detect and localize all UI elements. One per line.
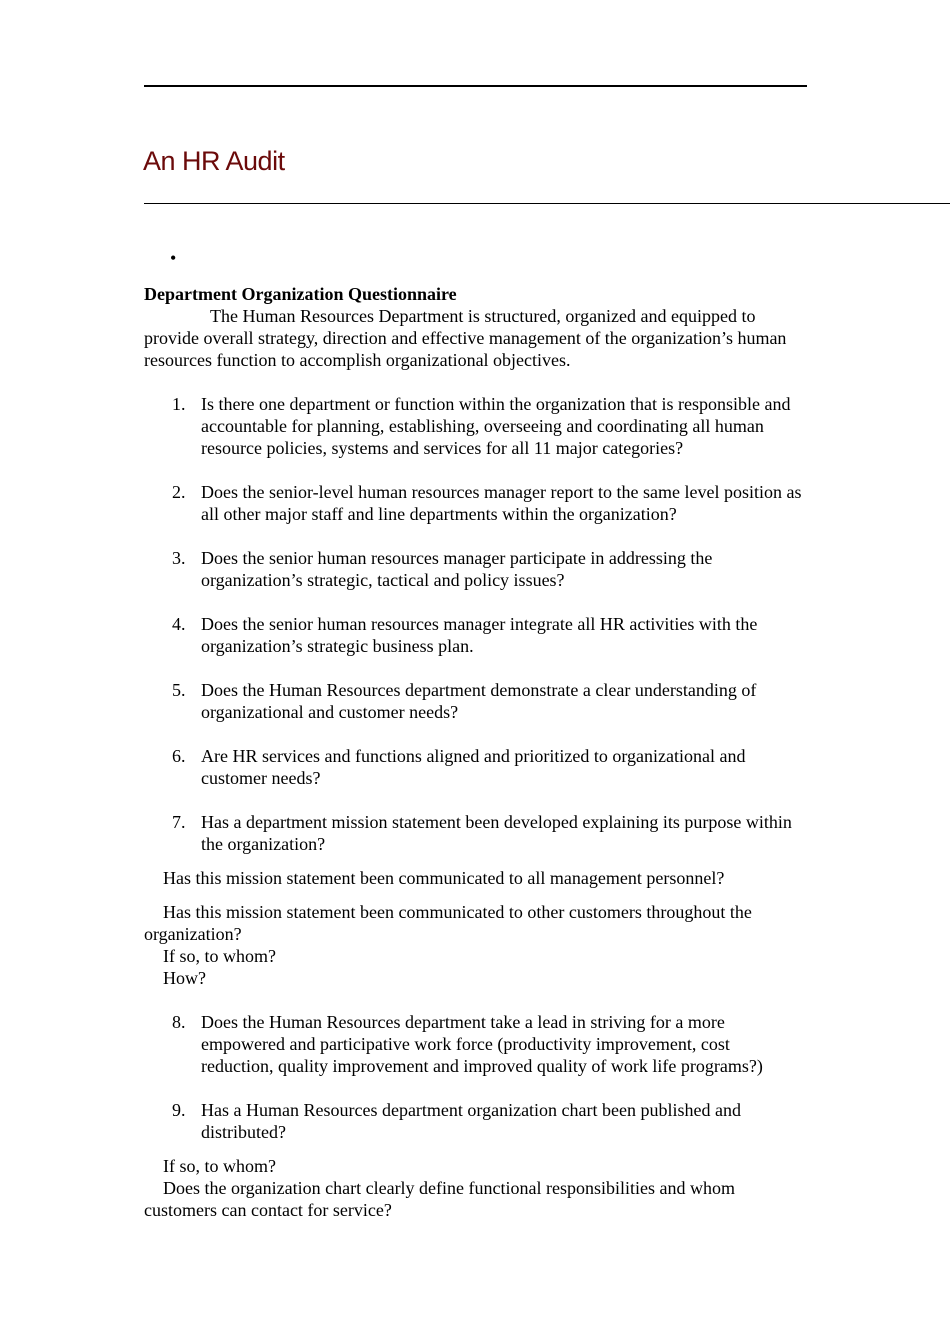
question-number: 1. bbox=[172, 394, 186, 414]
follow-up-question: Has this mission statement been communicated to other customers throughout the organization? bbox=[144, 902, 752, 944]
title-horizontal-rule bbox=[144, 203, 950, 204]
questions-list-2 bbox=[144, 1011, 804, 1143]
follow-up-question: If so, to whom? bbox=[163, 946, 276, 966]
question-item bbox=[144, 393, 804, 459]
question-item bbox=[144, 811, 804, 855]
question-item bbox=[144, 481, 804, 525]
top-horizontal-rule bbox=[144, 85, 807, 87]
question-text: Does the senior human resources manager integrate all HR activities with the organization’s strategic business plan. bbox=[201, 614, 758, 656]
question-number: 6. bbox=[172, 746, 186, 766]
question-item bbox=[144, 1011, 804, 1077]
question-number: 8. bbox=[172, 1012, 186, 1032]
question-text: Are HR services and functions aligned and prioritized to organizational and customer needs? bbox=[201, 746, 746, 788]
follow-up-question: Has this mission statement been communicated to all management personnel? bbox=[163, 868, 725, 888]
question-item bbox=[144, 547, 804, 591]
questions-list-1 bbox=[144, 393, 804, 855]
intro-paragraph: The Human Resources Department is structured, organized and equipped to provide overall strategy, direction and effective management of the organization’s human resources function to accomplish organizational objectives. bbox=[144, 306, 787, 370]
question-number: 4. bbox=[172, 614, 186, 634]
document-title: An HR Audit bbox=[143, 146, 285, 176]
follow-up-question: Does the organization chart clearly define functional responsibilities and whom customers can contact for service? bbox=[144, 1178, 735, 1220]
question-item bbox=[144, 1099, 804, 1143]
question-text: Does the senior-level human resources manager report to the same level position as all other major staff and line departments within the organization? bbox=[201, 482, 802, 524]
question-number: 2. bbox=[172, 482, 186, 502]
section-heading: Department Organization Questionnaire bbox=[144, 284, 457, 304]
question-text: Has a Human Resources department organization chart been published and distributed? bbox=[201, 1100, 741, 1142]
follow-up-question: If so, to whom? bbox=[163, 1156, 276, 1176]
question-text: Does the senior human resources manager participate in addressing the organization’s strategic, tactical and policy issues? bbox=[201, 548, 713, 590]
question-number: 5. bbox=[172, 680, 186, 700]
question-text: Does the Human Resources department take a lead in striving for a more empowered and participative work force (productivity improvement, cost reduction, quality improvement and improved quality of work life programs?) bbox=[201, 1012, 763, 1076]
question-text: Is there one department or function within the organization that is responsible and accountable for planning, establishing, overseeing and coordinating all human resource policies, systems and services for all 11 major categories? bbox=[201, 394, 791, 458]
document-body bbox=[144, 283, 804, 1221]
question-number: 9. bbox=[172, 1100, 186, 1120]
question-item bbox=[144, 679, 804, 723]
question-number: 7. bbox=[172, 812, 186, 832]
empty-bullet-point: • bbox=[170, 248, 177, 268]
question-number: 3. bbox=[172, 548, 186, 568]
question-item bbox=[144, 745, 804, 789]
question-text: Does the Human Resources department demonstrate a clear understanding of organizational and customer needs? bbox=[201, 680, 757, 722]
follow-up-question: How? bbox=[163, 968, 206, 988]
question-text: Has a department mission statement been developed explaining its purpose within the organization? bbox=[201, 812, 792, 854]
question-item bbox=[144, 613, 804, 657]
